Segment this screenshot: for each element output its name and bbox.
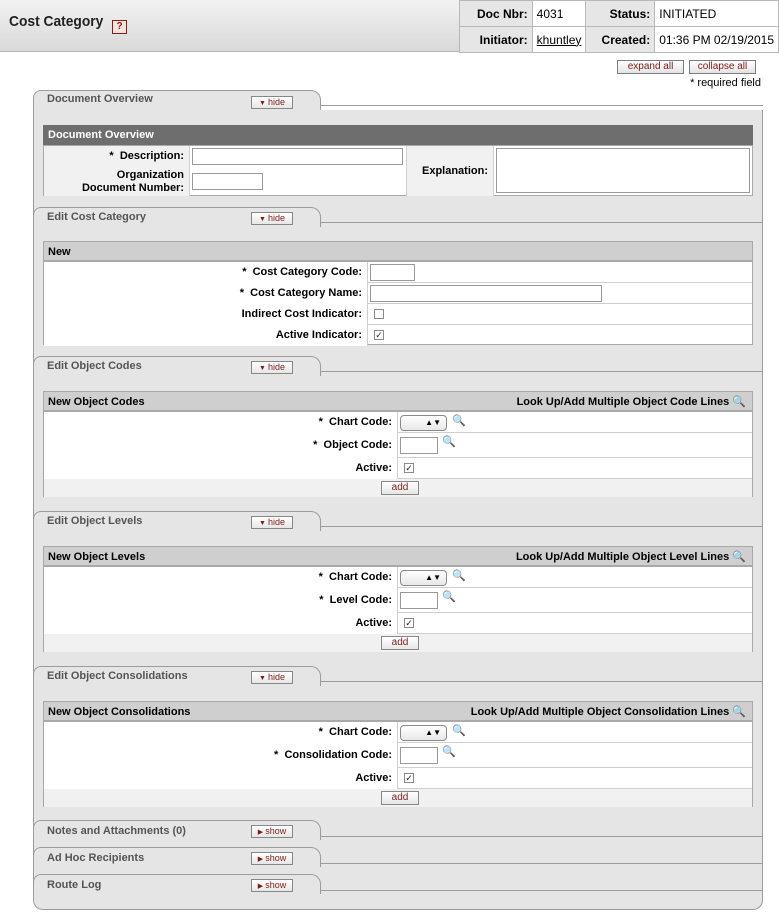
tab-title-edit-object-consolidations: Edit Object Consolidations (47, 670, 188, 682)
hide-edit-cost-category-button[interactable]: ▼ hide (251, 212, 293, 225)
tab-title-route-log: Route Log (47, 879, 102, 891)
active-checkbox[interactable]: ✓ (405, 463, 413, 473)
active-label: Active: (44, 613, 398, 634)
chart-code-select[interactable]: ▲▼ (400, 415, 447, 431)
level-code-lookup-icon[interactable]: 🔍 (442, 591, 456, 603)
org-doc-number-input[interactable] (192, 173, 263, 190)
cost-category-name-input[interactable] (370, 285, 602, 302)
lookup-icon[interactable]: 🔍 (732, 706, 746, 718)
object-levels-body (43, 566, 753, 652)
explanation-textarea[interactable] (496, 148, 750, 193)
new-object-levels-header: New Object Levels Look Up/Add Multiple Object Level Lines 🔍 (43, 546, 753, 566)
add-object-level-button[interactable]: add (381, 636, 419, 650)
chart-code-label: * Chart Code: (44, 722, 398, 743)
tab-title-document-overview: Document Overview (47, 93, 153, 105)
status-value: INITIATED (655, 1, 779, 27)
new-object-codes-header: New Object Codes Look Up/Add Multiple Object Code Lines 🔍 (43, 391, 753, 411)
indirect-cost-indicator-checkbox[interactable] (374, 309, 384, 319)
active-indicator-label: Active Indicator: (44, 325, 368, 346)
help-icon[interactable]: ? (112, 20, 127, 34)
chart-code-lookup-icon[interactable]: 🔍 (452, 570, 466, 582)
initiator-link[interactable]: khuntley (536, 32, 582, 47)
add-object-consolidation-button[interactable]: add (381, 791, 419, 805)
edit-cost-category-body (43, 261, 753, 345)
consolidation-code-lookup-icon[interactable]: 🔍 (442, 746, 456, 758)
chart-code-lookup-icon[interactable]: 🔍 (452, 725, 466, 737)
active-checkbox[interactable]: ✓ (405, 618, 413, 628)
hide-document-overview-button[interactable]: ▼ hide (251, 96, 293, 109)
chart-code-select[interactable]: ▲▼ (400, 570, 447, 586)
chart-code-lookup-icon[interactable]: 🔍 (452, 415, 466, 427)
tab-title-edit-cost-category: Edit Cost Category (47, 211, 147, 223)
new-cost-category-header: New (43, 241, 753, 261)
created-value: 01:36 PM 02/19/2015 (655, 27, 779, 53)
active-indicator-checkbox[interactable]: ✓ (375, 330, 383, 340)
doc-nbr-label: Doc Nbr: (460, 1, 533, 27)
show-route-log-button[interactable]: ▶ show (251, 879, 293, 892)
chart-code-select[interactable]: ▲▼ (400, 725, 447, 741)
tab-title-edit-object-levels: Edit Object Levels (47, 515, 143, 527)
lookup-multiple-object-consolidations-link[interactable]: Look Up/Add Multiple Object Consolidation Lines (470, 706, 730, 718)
explanation-label: Explanation: (406, 146, 494, 196)
add-object-code-button[interactable]: add (381, 481, 419, 495)
tab-title-notes-and-attachments: Notes and Attachments (0) (47, 825, 186, 837)
document-overview-header: Document Overview (43, 125, 753, 145)
level-code-label: * Level Code: (44, 588, 398, 613)
document-overview-body (43, 145, 753, 196)
active-label: Active: (44, 768, 398, 789)
expand-all-button[interactable]: expand all (617, 60, 684, 74)
chart-code-label: * Chart Code: (44, 412, 398, 433)
lookup-icon[interactable]: 🔍 (732, 396, 746, 408)
level-code-input[interactable] (400, 592, 438, 609)
lookup-multiple-object-codes-link[interactable]: Look Up/Add Multiple Object Code Lines (516, 396, 730, 408)
lookup-icon[interactable]: 🔍 (732, 551, 746, 563)
description-label: * Description: (44, 146, 190, 167)
hide-edit-object-consolidations-button[interactable]: ▼ hide (251, 671, 293, 684)
object-code-lookup-icon[interactable]: 🔍 (442, 436, 456, 448)
cost-category-code-input[interactable] (370, 264, 415, 281)
required-field-note: * required field (690, 77, 761, 89)
show-notes-and-attachments-button[interactable]: ▶ show (251, 825, 293, 838)
active-label: Active: (44, 458, 398, 479)
hide-edit-object-levels-button[interactable]: ▼ hide (251, 516, 293, 529)
description-input[interactable] (192, 148, 403, 165)
tab-title-ad-hoc-recipients: Ad Hoc Recipients (47, 852, 145, 864)
document-header (0, 0, 779, 52)
object-consolidations-body (43, 721, 753, 807)
document-info-table (459, 0, 779, 53)
consolidation-code-input[interactable] (400, 747, 438, 764)
tab-title-edit-object-codes: Edit Object Codes (47, 360, 142, 372)
indirect-cost-indicator-label: Indirect Cost Indicator: (44, 304, 368, 325)
cost-category-code-label: * Cost Category Code: (44, 262, 368, 283)
object-code-input[interactable] (400, 437, 438, 454)
active-checkbox[interactable]: ✓ (405, 773, 413, 783)
lookup-multiple-object-levels-link[interactable]: Look Up/Add Multiple Object Level Lines (515, 551, 730, 563)
show-ad-hoc-recipients-button[interactable]: ▶ show (251, 852, 293, 865)
created-label: Created: (586, 27, 655, 53)
cost-category-name-label: * Cost Category Name: (44, 283, 368, 304)
object-code-label: * Object Code: (44, 433, 398, 458)
hide-edit-object-codes-button[interactable]: ▼ hide (251, 361, 293, 374)
page-title: Cost Category (9, 13, 104, 30)
status-label: Status: (586, 1, 655, 27)
initiator-label: Initiator: (460, 27, 533, 53)
collapse-all-button[interactable]: collapse all (689, 60, 756, 74)
chart-code-label: * Chart Code: (44, 567, 398, 588)
consolidation-code-label: * Consolidation Code: (44, 743, 398, 768)
org-doc-number-label: Organization Document Number: (44, 167, 190, 196)
doc-nbr-value: 4031 (532, 1, 586, 27)
object-codes-body (43, 411, 753, 497)
new-object-consolidations-header: New Object Consolidations Look Up/Add Multiple Object Consolidation Lines 🔍 (43, 701, 753, 721)
